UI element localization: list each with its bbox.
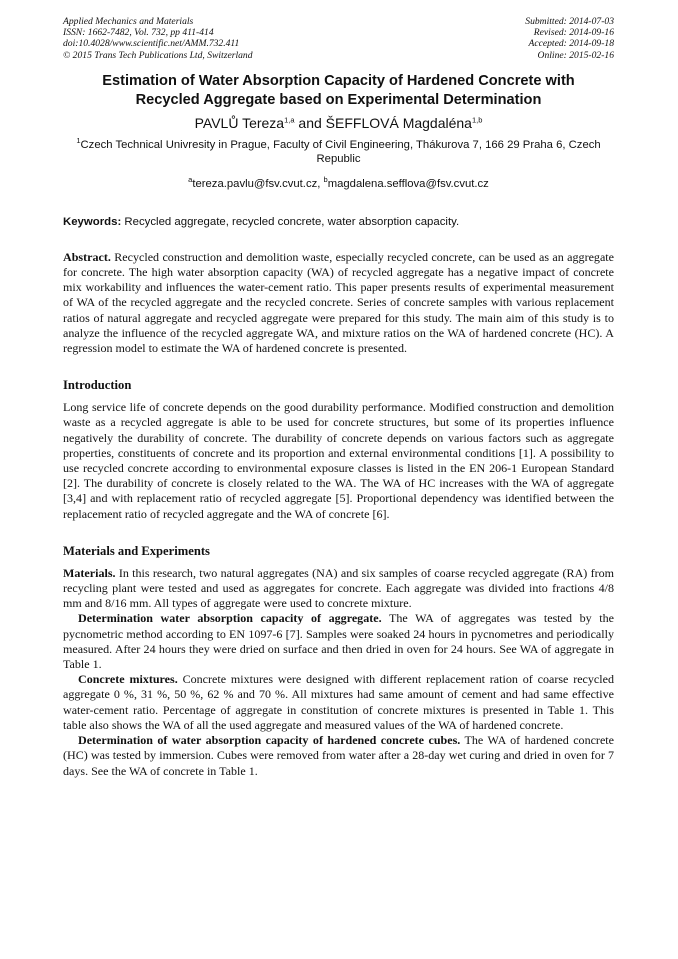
email-mark: a: [188, 175, 193, 185]
abstract: [63, 250, 614, 356]
date-submitted: Submitted: 2014-07-03: [525, 16, 614, 27]
paragraph-label: Materials.: [63, 565, 116, 580]
paragraph-label: Determination of water absorption capacity of hardened concrete cubes.: [78, 733, 461, 748]
journal-header: [63, 16, 614, 61]
author-emails: [63, 177, 614, 191]
date-accepted: Accepted: 2014-09-18: [528, 38, 614, 50]
paragraph-label: Concrete mixtures.: [78, 672, 178, 687]
paragraph-label: Determination water absorption capacity of aggregate.: [78, 611, 382, 626]
date-revised: Revised: 2014-09-16: [533, 27, 614, 39]
author-affil-mark: 1,a: [284, 115, 295, 125]
affiliation-text: Czech Technical Univresity in Prague, Faculty of Civil Engineering, Thákurova 7, 166 29 Praha 6, Czech Republic: [80, 138, 601, 166]
affiliation-mark: 1: [76, 136, 81, 146]
materials-paragraph: [63, 611, 614, 672]
affiliation: [63, 138, 614, 167]
author-name: ŠEFFLOVÁ Magdaléna: [325, 114, 472, 131]
paper-title: [63, 72, 614, 110]
email-link[interactable]: tereza.pavlu@fsv.cvut.cz,: [192, 177, 324, 190]
email-link[interactable]: magdalena.sefflova@fsv.cvut.cz: [327, 177, 489, 190]
introduction-paragraph: Long service life of concrete depends on the good durability performance. Modified construction and demolition waste as a recycled aggregate is able to be used for concrete structures, but some of its properties influence negatively the durability of concrete. The durability of concrete depends on various factors such as aggregate properties, constituents of concrete and its proportion and external environmental conditions [1]. A possibility to use recycled concrete according to environmental exposure classes is listed in the EN 206-1 European Standard [2]. The durability of concrete is closely related to the WA. The WA of HC increases with the WA of aggregate [3,4] and with replacement ratio of recycled aggregate [5]. Proportional dependency was identified between the replacement ratio of recycled aggregate and the WA of concrete [6].: [63, 400, 614, 521]
author-conjunction: and: [294, 114, 326, 131]
paragraph-text: The WA of hardened concrete (HC) was tested by immersion. Cubes were removed from water after a 28-day wet curing and dried in oven for 7 days. See the WA of concrete in Table 1.: [63, 733, 614, 778]
author-name: PAVLŮ Tereza: [194, 114, 285, 131]
journal-issn: ISSN: 1662-7482, Vol. 732, pp 411-414: [63, 27, 214, 39]
section-heading-introduction: Introduction: [63, 378, 132, 393]
paragraph-text: The WA of aggregates was tested by the pycnometric method according to EN 1097-6 [7]. Samples were soaked 24 hours in pycnometres and periodically measured. After 24 hours they were dried on surface and then dried in oven for 24 hours. See WA of aggregate in Table 1.: [63, 611, 614, 672]
keywords: [63, 215, 614, 229]
materials-paragraph: [63, 566, 614, 612]
section-heading-materials: Materials and Experiments: [63, 543, 210, 558]
materials-paragraph: [63, 733, 614, 779]
title-line: Estimation of Water Absorption Capacity of Hardened Concrete with: [102, 72, 575, 89]
keywords-label: Keywords:: [63, 215, 122, 228]
email-mark: b: [323, 175, 328, 185]
author-affil-mark: 1,b: [471, 115, 483, 125]
journal-name: Applied Mechanics and Materials: [63, 16, 194, 27]
author-list: [63, 114, 614, 132]
paragraph-text: In this research, two natural aggregates (NA) and six samples of coarse recycled aggregate (RA) from recycling plant were tested and used as aggregates for concrete. Each aggregate was divided into fractions 4/8 mm and 8/16 mm. All types of aggregate were used to concrete mixture.: [63, 565, 614, 611]
journal-info: [63, 16, 253, 61]
publication-dates: [525, 16, 614, 61]
materials-paragraph: [63, 672, 614, 733]
journal-doi: doi:10.4028/www.scientific.net/AMM.732.411: [63, 38, 240, 50]
abstract-label: Abstract.: [63, 249, 111, 264]
paragraph-text: Concrete mixtures were designed with different replacement ration of coarse recycled aggregate 0 %, 31 %, 50 %, 62 % and 70 %. All mixtures had same amount of cement and had same effective water-cement ratio. Percentage of aggregate in constitution of concrete mixtures is presented in Table 1. This table also shows the WA of all the used aggregate and measured values of the WA of hardened concrete.: [63, 672, 614, 732]
title-line: Recycled Aggregate based on Experimental Determination: [135, 91, 542, 108]
date-online: Online: 2015-02-16: [537, 49, 614, 61]
keywords-text: Recycled aggregate, recycled concrete, water absorption capacity.: [121, 215, 460, 228]
paper-page: [63, 16, 614, 779]
journal-copyright: © 2015 Trans Tech Publications Ltd, Switzerland: [63, 49, 253, 61]
abstract-text: Recycled construction and demolition waste, especially recycled concrete, can be used as an aggregate for concrete. The high water absorption capacity (WA) of recycled aggregate has a negative impact of concrete mix workability and influences the water-cement ratio. This paper presents results of experimental measurement of WA of the recycled aggregate and the recycled concrete. Series of concrete samples with various replacement ratios of natural aggregate and recycled aggregate were prepared for this study. The main aim of this study is to analyze the influence of the recycled aggregate WA, and mixture ratios on the WA of hardened concrete (HC). A regression model to estimate the WA of hardened concrete is presented.: [63, 249, 614, 356]
